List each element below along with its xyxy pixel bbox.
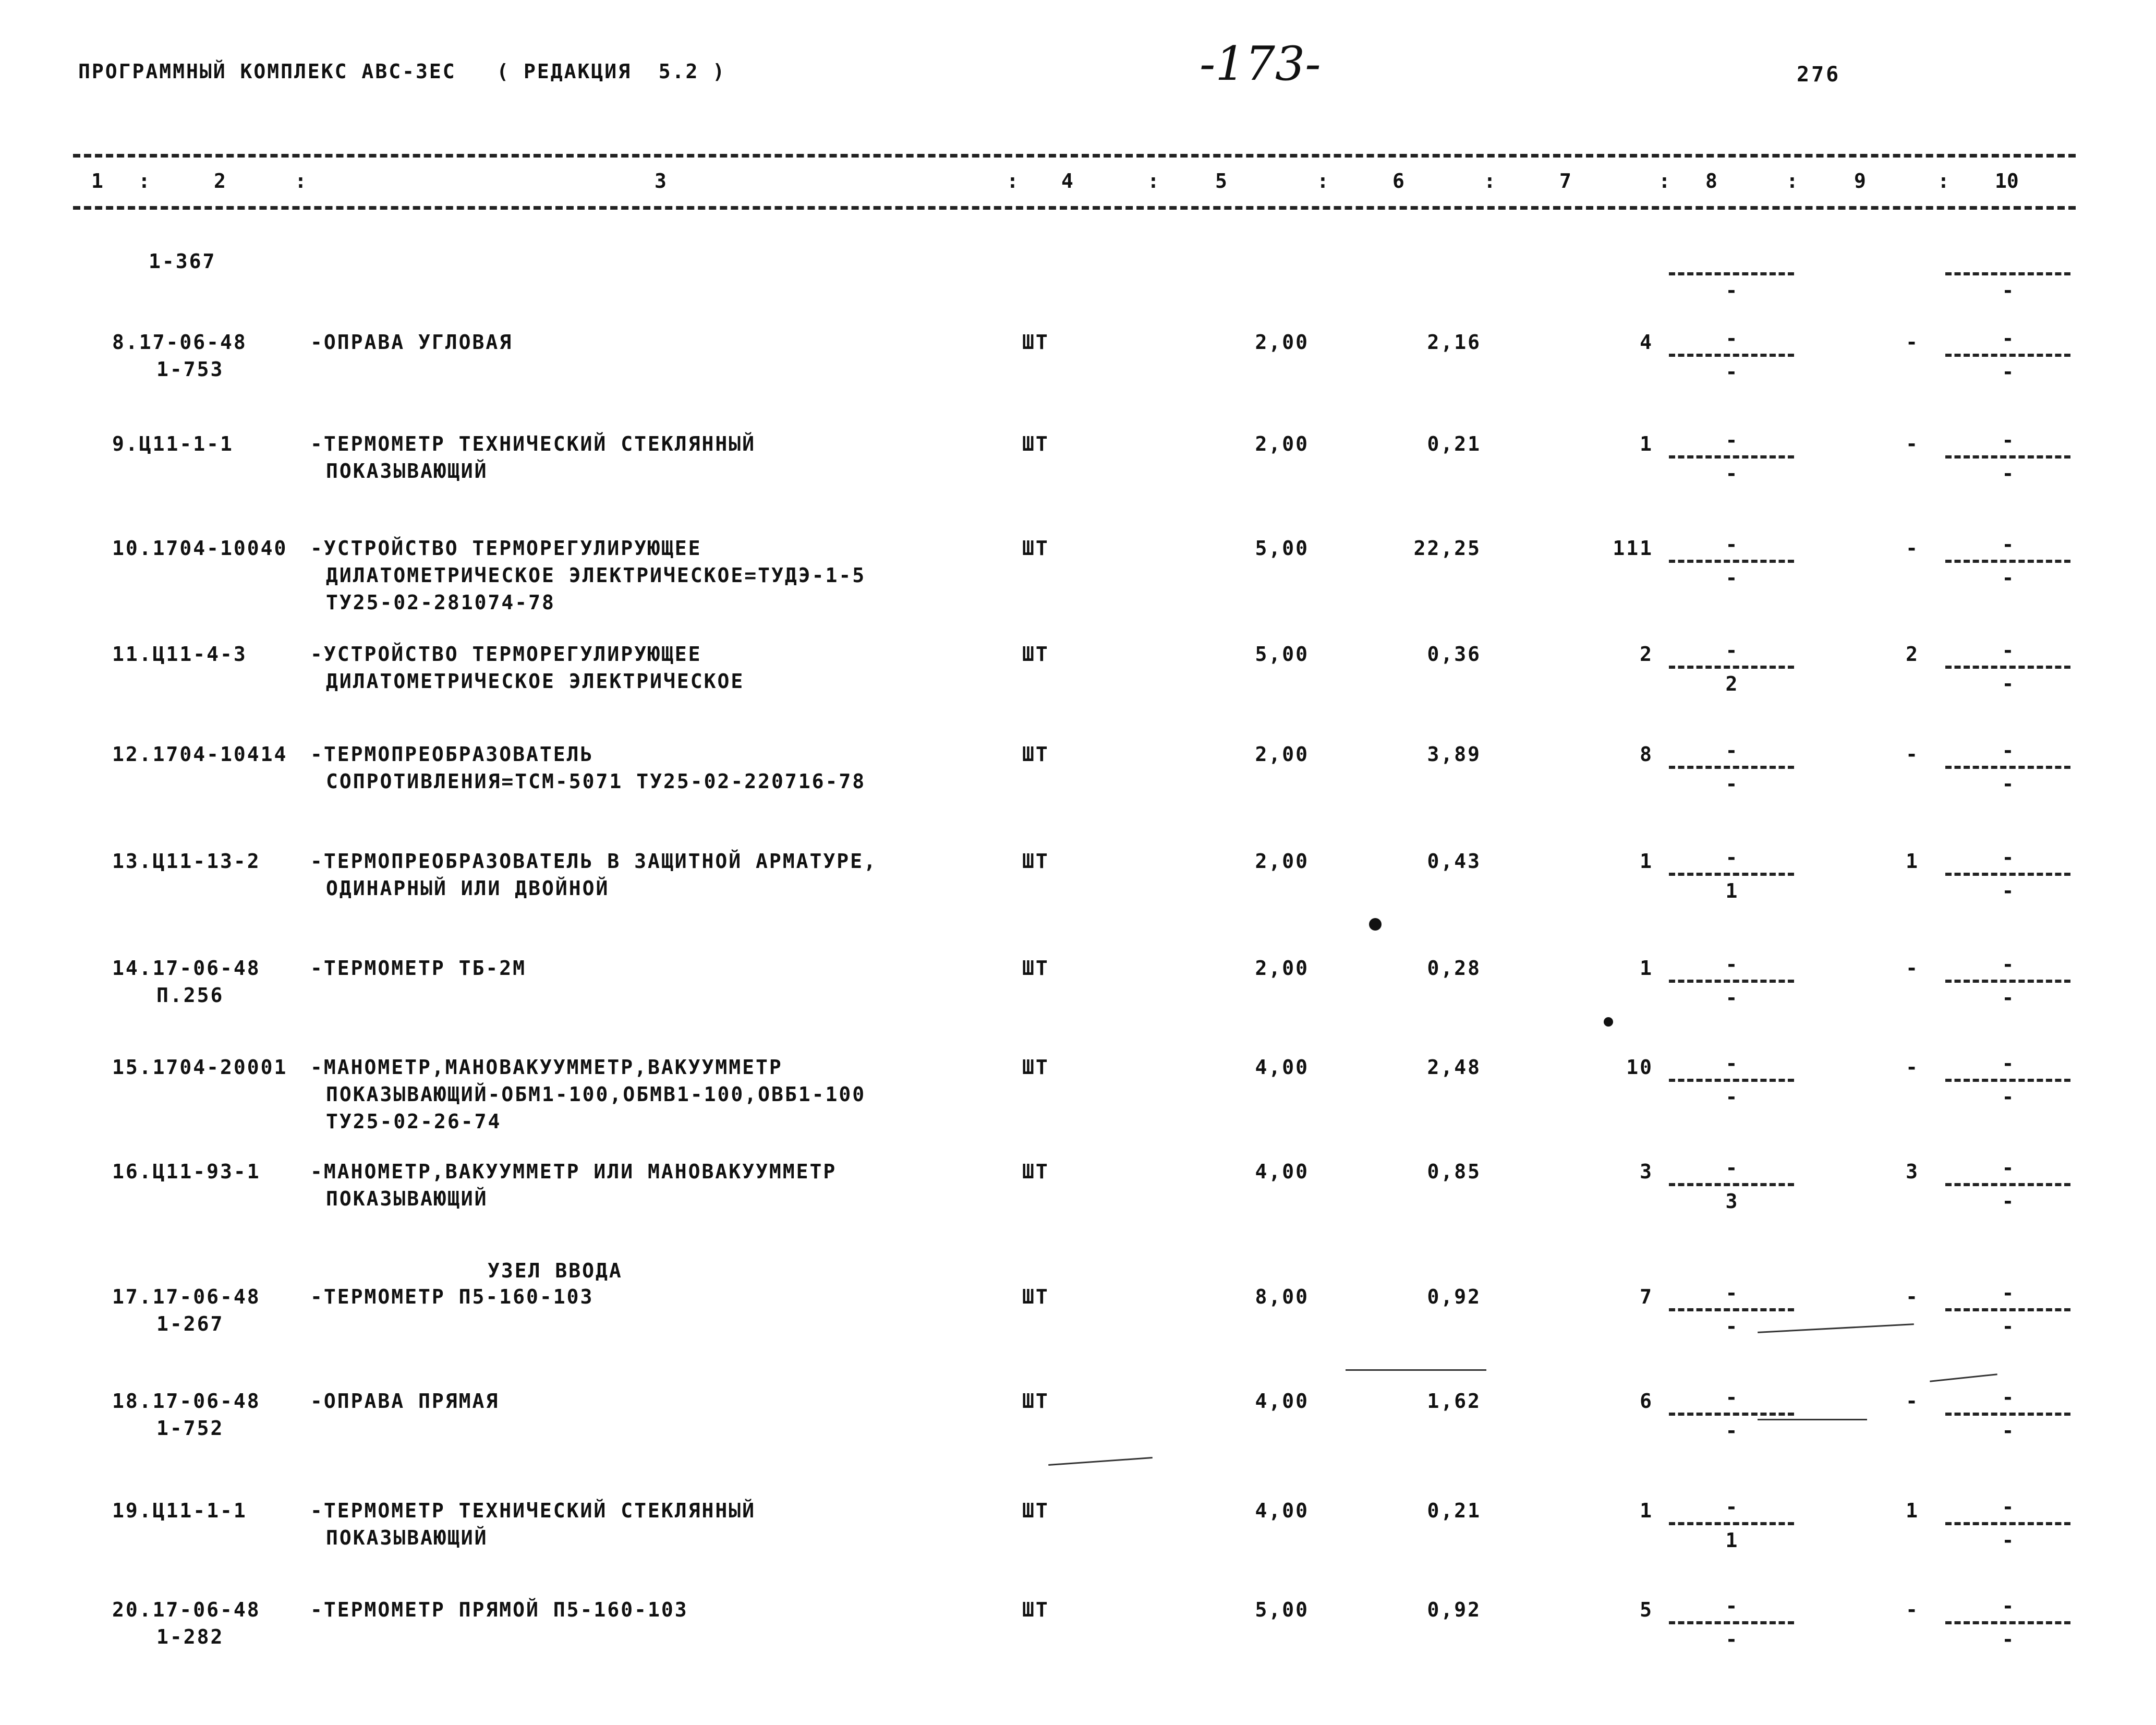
item-quantity: 2,00 xyxy=(1255,432,1309,455)
item-col8-fraction xyxy=(1669,1495,1794,1552)
col10-denominator: - xyxy=(2002,1529,2014,1552)
item-name-line: ПОКАЗЫВАЮЩИЙ xyxy=(326,1526,488,1549)
item-code-ref: 1-267 xyxy=(156,1312,224,1335)
col-header-9: 9 xyxy=(1854,170,1866,192)
col-header-10: 10 xyxy=(1995,170,2019,192)
item-name-line: -ТЕРМОМЕТР ТЕХНИЧЕСКИЙ СТЕКЛЯННЫЙ xyxy=(310,1499,756,1522)
item-col10-fraction xyxy=(1945,1594,2070,1651)
item-name-line: ДИЛАТОМЕТРИЧЕСКОЕ ЭЛЕКТРИЧЕСКОЕ xyxy=(326,670,745,693)
ink-blot xyxy=(1604,1017,1613,1027)
item-unit: ШТ xyxy=(1022,432,1049,455)
col8-numerator: - xyxy=(1725,1595,1738,1618)
col10-numerator: - xyxy=(2002,953,2014,976)
item-unit: ШТ xyxy=(1022,1390,1049,1413)
col8-denominator: - xyxy=(1725,1315,1738,1338)
col8-denominator: - xyxy=(1725,360,1738,383)
item-col9-value: - xyxy=(1906,537,1919,560)
item-code: 15.1704-20001 xyxy=(112,1056,288,1079)
section-reference: 1-367 xyxy=(149,250,216,273)
col8-numerator: - xyxy=(1725,639,1738,662)
item-name-line: ОДИНАРНЫЙ ИЛИ ДВОЙНОЙ xyxy=(326,877,610,900)
col-separator: : xyxy=(1937,170,1949,192)
item-col8-fraction xyxy=(1669,846,1794,903)
col8-numerator: - xyxy=(1725,429,1738,452)
item-quantity: 4,00 xyxy=(1255,1056,1309,1079)
item-code: 13.Ц11-13-2 xyxy=(112,850,261,873)
col10-numerator: - xyxy=(2002,1595,2014,1618)
item-col10-fraction xyxy=(1945,1495,2070,1552)
item-col7-value: 3 xyxy=(1640,1160,1653,1183)
item-name-line: ДИЛАТОМЕТРИЧЕСКОЕ ЭЛЕКТРИЧЕСКОЕ=ТУДЭ-1-5 xyxy=(326,564,866,587)
item-code-ref: 1-282 xyxy=(156,1625,224,1648)
item-quantity: 4,00 xyxy=(1255,1160,1309,1183)
item-name-line: -ТЕРМОПРЕОБРАЗОВАТЕЛЬ В ЗАЩИТНОЙ АРМАТУРЕ, xyxy=(310,850,877,873)
item-code-ref: П.256 xyxy=(156,984,224,1007)
col10-numerator: - xyxy=(2002,1282,2014,1305)
col10-denominator: - xyxy=(2002,1315,2014,1338)
item-col9-value: 2 xyxy=(1906,643,1919,666)
item-name-line: -ТЕРМОПРЕОБРАЗОВАТЕЛЬ xyxy=(310,743,594,766)
col-separator: : xyxy=(295,170,307,192)
item-col8-fraction xyxy=(1669,638,1794,696)
item-col9-value: - xyxy=(1906,1598,1919,1621)
col10-denominator: - xyxy=(2002,462,2014,485)
item-unit: ШТ xyxy=(1022,743,1049,766)
item-unit: ШТ xyxy=(1022,1499,1049,1522)
item-price: 1,62 xyxy=(1427,1390,1481,1413)
item-name-line: ТУ25-02-281074-78 xyxy=(326,591,555,614)
item-col8-fraction xyxy=(1669,739,1794,796)
item-name-note: УЗЕЛ ВВОДА xyxy=(488,1259,623,1282)
item-col9-value: - xyxy=(1906,957,1919,980)
item-name-line: -ОПРАВА ПРЯМАЯ xyxy=(310,1390,500,1413)
item-quantity: 4,00 xyxy=(1255,1499,1309,1522)
item-code: 17.17-06-48 xyxy=(112,1285,261,1308)
header-rule-bottom xyxy=(73,206,2076,210)
col10-numerator: - xyxy=(2002,1052,2014,1075)
item-col10-fraction xyxy=(1945,1385,2070,1443)
item-quantity: 4,00 xyxy=(1255,1390,1309,1413)
item-name-line: -МАНОМЕТР,МАНОВАКУУММЕТР,ВАКУУММЕТР xyxy=(310,1056,783,1079)
col-separator: : xyxy=(1147,170,1159,192)
item-unit: ШТ xyxy=(1022,1598,1049,1621)
item-unit: ШТ xyxy=(1022,1285,1049,1308)
item-name-line: -ТЕРМОМЕТР П5-160-103 xyxy=(310,1285,594,1308)
item-code: 10.1704-10040 xyxy=(112,537,288,560)
col-separator: : xyxy=(138,170,150,192)
col10-numerator: - xyxy=(2002,846,2014,869)
col10-numerator: - xyxy=(2002,327,2014,350)
item-price: 0,36 xyxy=(1427,643,1481,666)
item-code: 9.Ц11-1-1 xyxy=(112,432,234,455)
col10-denominator: - xyxy=(2002,1419,2014,1442)
col10-numerator: - xyxy=(2002,1495,2014,1518)
col-header-2: 2 xyxy=(214,170,226,192)
item-col10-fraction xyxy=(1945,428,2070,486)
item-name-line: -УСТРОЙСТВО ТЕРМОРЕГУЛИРУЮЩЕЕ xyxy=(310,537,702,560)
col8-numerator: - xyxy=(1725,846,1738,869)
col8-denominator: 1 xyxy=(1725,1529,1738,1552)
col10-denominator: - xyxy=(2002,773,2014,795)
col8-numerator: - xyxy=(1725,327,1738,350)
item-col8-fraction xyxy=(1669,1594,1794,1651)
col-separator: : xyxy=(1007,170,1019,192)
item-col10-fraction xyxy=(1945,1052,2070,1109)
col10-numerator: - xyxy=(2002,739,2014,762)
item-quantity: 8,00 xyxy=(1255,1285,1309,1308)
col10-denominator: - xyxy=(2002,566,2014,589)
item-col9-value: - xyxy=(1906,743,1919,766)
item-col8-fraction xyxy=(1669,1156,1794,1213)
item-price: 3,89 xyxy=(1427,743,1481,766)
item-quantity: 5,00 xyxy=(1255,1598,1309,1621)
item-name-line: -МАНОМЕТР,ВАКУУММЕТР ИЛИ МАНОВАКУУММЕТР xyxy=(310,1160,837,1183)
header-rule-top xyxy=(73,154,2076,158)
item-code-ref: 1-753 xyxy=(156,358,224,381)
item-col10-fraction xyxy=(1945,1156,2070,1213)
item-name-line: -УСТРОЙСТВО ТЕРМОРЕГУЛИРУЮЩЕЕ xyxy=(310,643,702,666)
item-col8-fraction xyxy=(1669,327,1794,384)
section-col8-fraction: - xyxy=(1669,245,1794,303)
item-col7-value: 4 xyxy=(1640,331,1653,354)
item-unit: ШТ xyxy=(1022,1056,1049,1079)
item-col8-fraction xyxy=(1669,1281,1794,1338)
col-header-5: 5 xyxy=(1215,170,1227,192)
handwritten-page-number: -173- xyxy=(1200,37,1321,91)
item-unit: ШТ xyxy=(1022,1160,1049,1183)
col8-denominator: - xyxy=(1725,462,1738,485)
item-code: 16.Ц11-93-1 xyxy=(112,1160,261,1183)
section-col10-fraction: - xyxy=(1945,245,2070,303)
item-code: 14.17-06-48 xyxy=(112,957,261,980)
col10-numerator: - xyxy=(2002,533,2014,556)
item-name-line: ПОКАЗЫВАЮЩИЙ-ОБМ1-100,ОБМВ1-100,ОВБ1-100 xyxy=(326,1083,866,1106)
item-col7-value: 8 xyxy=(1640,743,1653,766)
item-quantity: 5,00 xyxy=(1255,643,1309,666)
item-price: 0,28 xyxy=(1427,957,1481,980)
item-unit: ШТ xyxy=(1022,537,1049,560)
item-col10-fraction xyxy=(1945,846,2070,903)
item-code: 11.Ц11-4-3 xyxy=(112,643,247,666)
item-quantity: 5,00 xyxy=(1255,537,1309,560)
col10-numerator: - xyxy=(2002,639,2014,662)
col10-denominator: - xyxy=(2002,986,2014,1009)
item-col9-value: 1 xyxy=(1906,850,1919,873)
item-code: 19.Ц11-1-1 xyxy=(112,1499,247,1522)
item-quantity: 2,00 xyxy=(1255,743,1309,766)
item-col8-fraction xyxy=(1669,952,1794,1010)
col8-numerator: - xyxy=(1725,1495,1738,1518)
item-col8-fraction xyxy=(1669,1385,1794,1443)
item-unit: ШТ xyxy=(1022,331,1049,354)
col-separator: : xyxy=(1484,170,1496,192)
col8-denominator: - xyxy=(1725,986,1738,1009)
sheet-number: 276 xyxy=(1797,63,1841,87)
item-col7-value: 1 xyxy=(1640,432,1653,455)
item-quantity: 2,00 xyxy=(1255,850,1309,873)
col8-denominator: - xyxy=(1725,566,1738,589)
col8-numerator: - xyxy=(1725,1386,1738,1409)
col-header-1: 1 xyxy=(91,170,103,192)
item-col7-value: 1 xyxy=(1640,957,1653,980)
item-name-line: -ОПРАВА УГЛОВАЯ xyxy=(310,331,513,354)
ink-blot xyxy=(1369,918,1382,931)
item-name-line: ТУ25-02-26-74 xyxy=(326,1110,502,1133)
item-code-ref: 1-752 xyxy=(156,1417,224,1440)
col-separator: : xyxy=(1658,170,1670,192)
item-price: 0,85 xyxy=(1427,1160,1481,1183)
col8-denominator: - xyxy=(1725,1085,1738,1108)
item-price: 2,48 xyxy=(1427,1056,1481,1079)
item-col9-value: - xyxy=(1906,432,1919,455)
item-col7-value: 1 xyxy=(1640,1499,1653,1522)
item-col9-value: - xyxy=(1906,1390,1919,1413)
col10-numerator: - xyxy=(2002,1386,2014,1409)
pencil-stroke xyxy=(1930,1373,1997,1382)
col-header-3: 3 xyxy=(655,170,667,192)
item-col10-fraction xyxy=(1945,638,2070,696)
col10-denominator: - xyxy=(2002,672,2014,695)
item-col10-fraction xyxy=(1945,533,2070,590)
item-price: 22,25 xyxy=(1413,537,1481,560)
col-separator: : xyxy=(1786,170,1798,192)
col10-denominator: - xyxy=(2002,1628,2014,1651)
col8-numerator: - xyxy=(1725,1282,1738,1305)
col10-denominator: - xyxy=(2002,360,2014,383)
col-header-8: 8 xyxy=(1705,170,1717,192)
item-price: 0,43 xyxy=(1427,850,1481,873)
item-price: 0,92 xyxy=(1427,1598,1481,1621)
col10-denominator: - xyxy=(2002,879,2014,902)
item-col10-fraction xyxy=(1945,327,2070,384)
item-unit: ШТ xyxy=(1022,957,1049,980)
item-col8-fraction xyxy=(1669,428,1794,486)
item-col7-value: 2 xyxy=(1640,643,1653,666)
program-title: ПРОГРАММНЫЙ КОМПЛЕКС АВС-3ЕС ( РЕДАКЦИЯ 5.2 ) xyxy=(78,60,726,83)
col8-numerator: - xyxy=(1725,1052,1738,1075)
item-price: 0,21 xyxy=(1427,1499,1481,1522)
item-col9-value: - xyxy=(1906,1285,1919,1308)
pencil-stroke xyxy=(1758,1419,1867,1420)
pencil-stroke xyxy=(1346,1369,1486,1371)
col-header-4: 4 xyxy=(1061,170,1073,192)
col8-numerator: - xyxy=(1725,953,1738,976)
item-col7-value: 5 xyxy=(1640,1598,1653,1621)
item-unit: ШТ xyxy=(1022,850,1049,873)
item-col7-value: 10 xyxy=(1626,1056,1653,1079)
col-header-7: 7 xyxy=(1559,170,1571,192)
item-unit: ШТ xyxy=(1022,643,1049,666)
col10-numerator: - xyxy=(2002,1156,2014,1179)
col8-denominator: 1 xyxy=(1725,879,1738,902)
item-col7-value: 111 xyxy=(1613,537,1653,560)
item-col9-value: 3 xyxy=(1906,1160,1919,1183)
col8-denominator: - xyxy=(1725,1419,1738,1442)
item-col10-fraction xyxy=(1945,952,2070,1010)
item-col9-value: - xyxy=(1906,331,1919,354)
item-name-line: -ТЕРМОМЕТР ТБ-2М xyxy=(310,957,527,980)
item-col10-fraction xyxy=(1945,739,2070,796)
item-col10-fraction xyxy=(1945,1281,2070,1338)
pencil-stroke xyxy=(1048,1457,1153,1466)
item-code: 8.17-06-48 xyxy=(112,331,247,354)
item-price: 0,92 xyxy=(1427,1285,1481,1308)
item-name-line: -ТЕРМОМЕТР ПРЯМОЙ П5-160-103 xyxy=(310,1598,688,1621)
item-quantity: 2,00 xyxy=(1255,331,1309,354)
item-name-line: ПОКАЗЫВАЮЩИЙ xyxy=(326,460,488,482)
item-col7-value: 1 xyxy=(1640,850,1653,873)
item-quantity: 2,00 xyxy=(1255,957,1309,980)
col8-numerator: - xyxy=(1725,1156,1738,1179)
item-name-line: СОПРОТИВЛЕНИЯ=ТСМ-5071 ТУ25-02-220716-78 xyxy=(326,770,866,793)
col8-numerator: - xyxy=(1725,739,1738,762)
col-separator: : xyxy=(1317,170,1329,192)
item-code: 12.1704-10414 xyxy=(112,743,288,766)
item-col8-fraction xyxy=(1669,533,1794,590)
col10-numerator: - xyxy=(2002,429,2014,452)
item-col8-fraction xyxy=(1669,1052,1794,1109)
col8-numerator: - xyxy=(1725,533,1738,556)
col8-denominator: 2 xyxy=(1725,672,1738,695)
item-col7-value: 6 xyxy=(1640,1390,1653,1413)
col10-denominator: - xyxy=(2002,1085,2014,1108)
col10-denominator: - xyxy=(2002,1190,2014,1213)
item-code: 20.17-06-48 xyxy=(112,1598,261,1621)
item-col9-value: - xyxy=(1906,1056,1919,1079)
col8-denominator: - xyxy=(1725,1628,1738,1651)
item-col9-value: 1 xyxy=(1906,1499,1919,1522)
col-header-6: 6 xyxy=(1392,170,1404,192)
item-code: 18.17-06-48 xyxy=(112,1390,261,1413)
item-name-line: -ТЕРМОМЕТР ТЕХНИЧЕСКИЙ СТЕКЛЯННЫЙ xyxy=(310,432,756,455)
col8-denominator: - xyxy=(1725,773,1738,795)
item-col7-value: 7 xyxy=(1640,1285,1653,1308)
item-price: 0,21 xyxy=(1427,432,1481,455)
col8-denominator: 3 xyxy=(1725,1190,1738,1213)
item-name-line: ПОКАЗЫВАЮЩИЙ xyxy=(326,1187,488,1210)
item-price: 2,16 xyxy=(1427,331,1481,354)
